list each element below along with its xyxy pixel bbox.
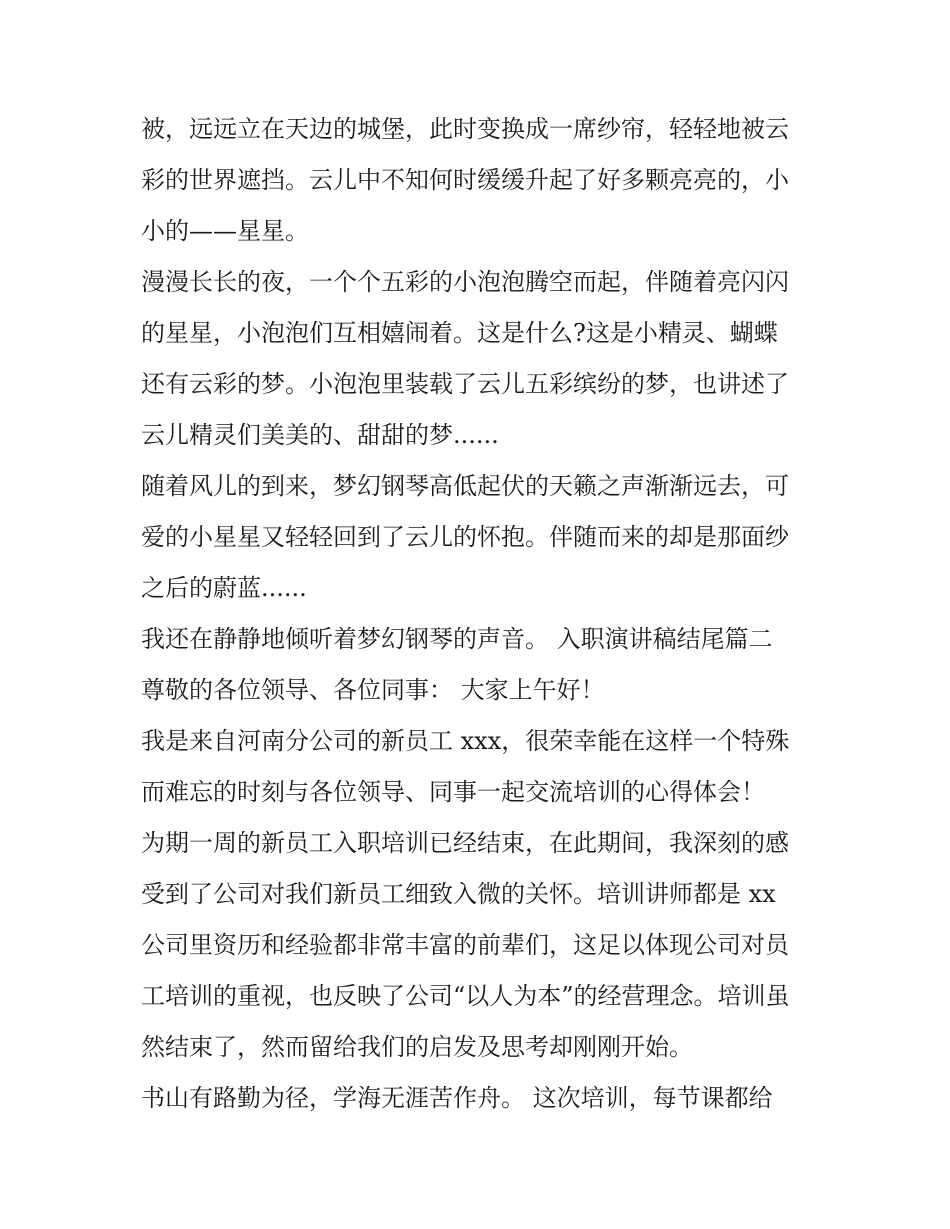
text-line: 爱的小星星又轻轻回到了云儿的怀抱。伴随而来的却是那面纱 <box>141 523 789 551</box>
text-line: 的星星，小泡泡们互相嬉闹着。这是什么?这是小精灵、蝴蝶 <box>141 319 778 347</box>
text-line: 随着风儿的到来，梦幻钢琴高低起伏的天籁之声渐渐远去，可 <box>141 472 789 500</box>
text-line: 漫漫长长的夜，一个个五彩的小泡泡腾空而起，伴随着亮闪闪 <box>141 268 789 296</box>
text-line: 还有云彩的梦。小泡泡里装载了云儿五彩缤纷的梦，也讲述了 <box>141 370 789 398</box>
text-line: 云儿精灵们美美的、甜甜的梦...... <box>141 421 499 449</box>
text-line: 工培训的重视，也反映了公司“以人为本”的经营理念。培训虽 <box>141 982 790 1010</box>
text-line: 我是来自河南分公司的新员工 xxx，很荣幸能在这样一个特殊 <box>141 727 790 755</box>
text-line: 公司里资历和经验都非常丰富的前辈们，这足以体现公司对员 <box>141 931 789 959</box>
text-line: 受到了公司对我们新员工细致入微的关怀。培训讲师都是 xx <box>141 880 776 908</box>
text-line: 被，远远立在天边的城堡，此时变换成一席纱帘，轻轻地被云 <box>141 115 789 143</box>
text-line: 我还在静静地倾听着梦幻钢琴的声音。 入职演讲稿结尾篇二 <box>141 625 773 653</box>
text-line: 小的——星星。 <box>141 217 309 245</box>
text-line: 为期一周的新员工入职培训已经结束，在此期间，我深刻的感 <box>141 829 789 857</box>
document-body <box>141 104 821 1124</box>
text-line: 彩的世界遮挡。云儿中不知何时缓缓升起了好多颗亮亮的，小 <box>141 166 789 194</box>
text-line: 之后的蔚蓝...... <box>141 574 307 602</box>
text-line: 尊敬的各位领导、各位同事： 大家上午好！ <box>141 676 605 704</box>
text-line: 然结束了，然而留给我们的启发及思考却刚刚开始。 <box>141 1033 693 1061</box>
text-line: 书山有路勤为径，学海无涯苦作舟。 这次培训，每节课都给 <box>141 1084 773 1112</box>
text-line: 而难忘的时刻与各位领导、同事一起交流培训的心得体会！ <box>141 778 765 806</box>
